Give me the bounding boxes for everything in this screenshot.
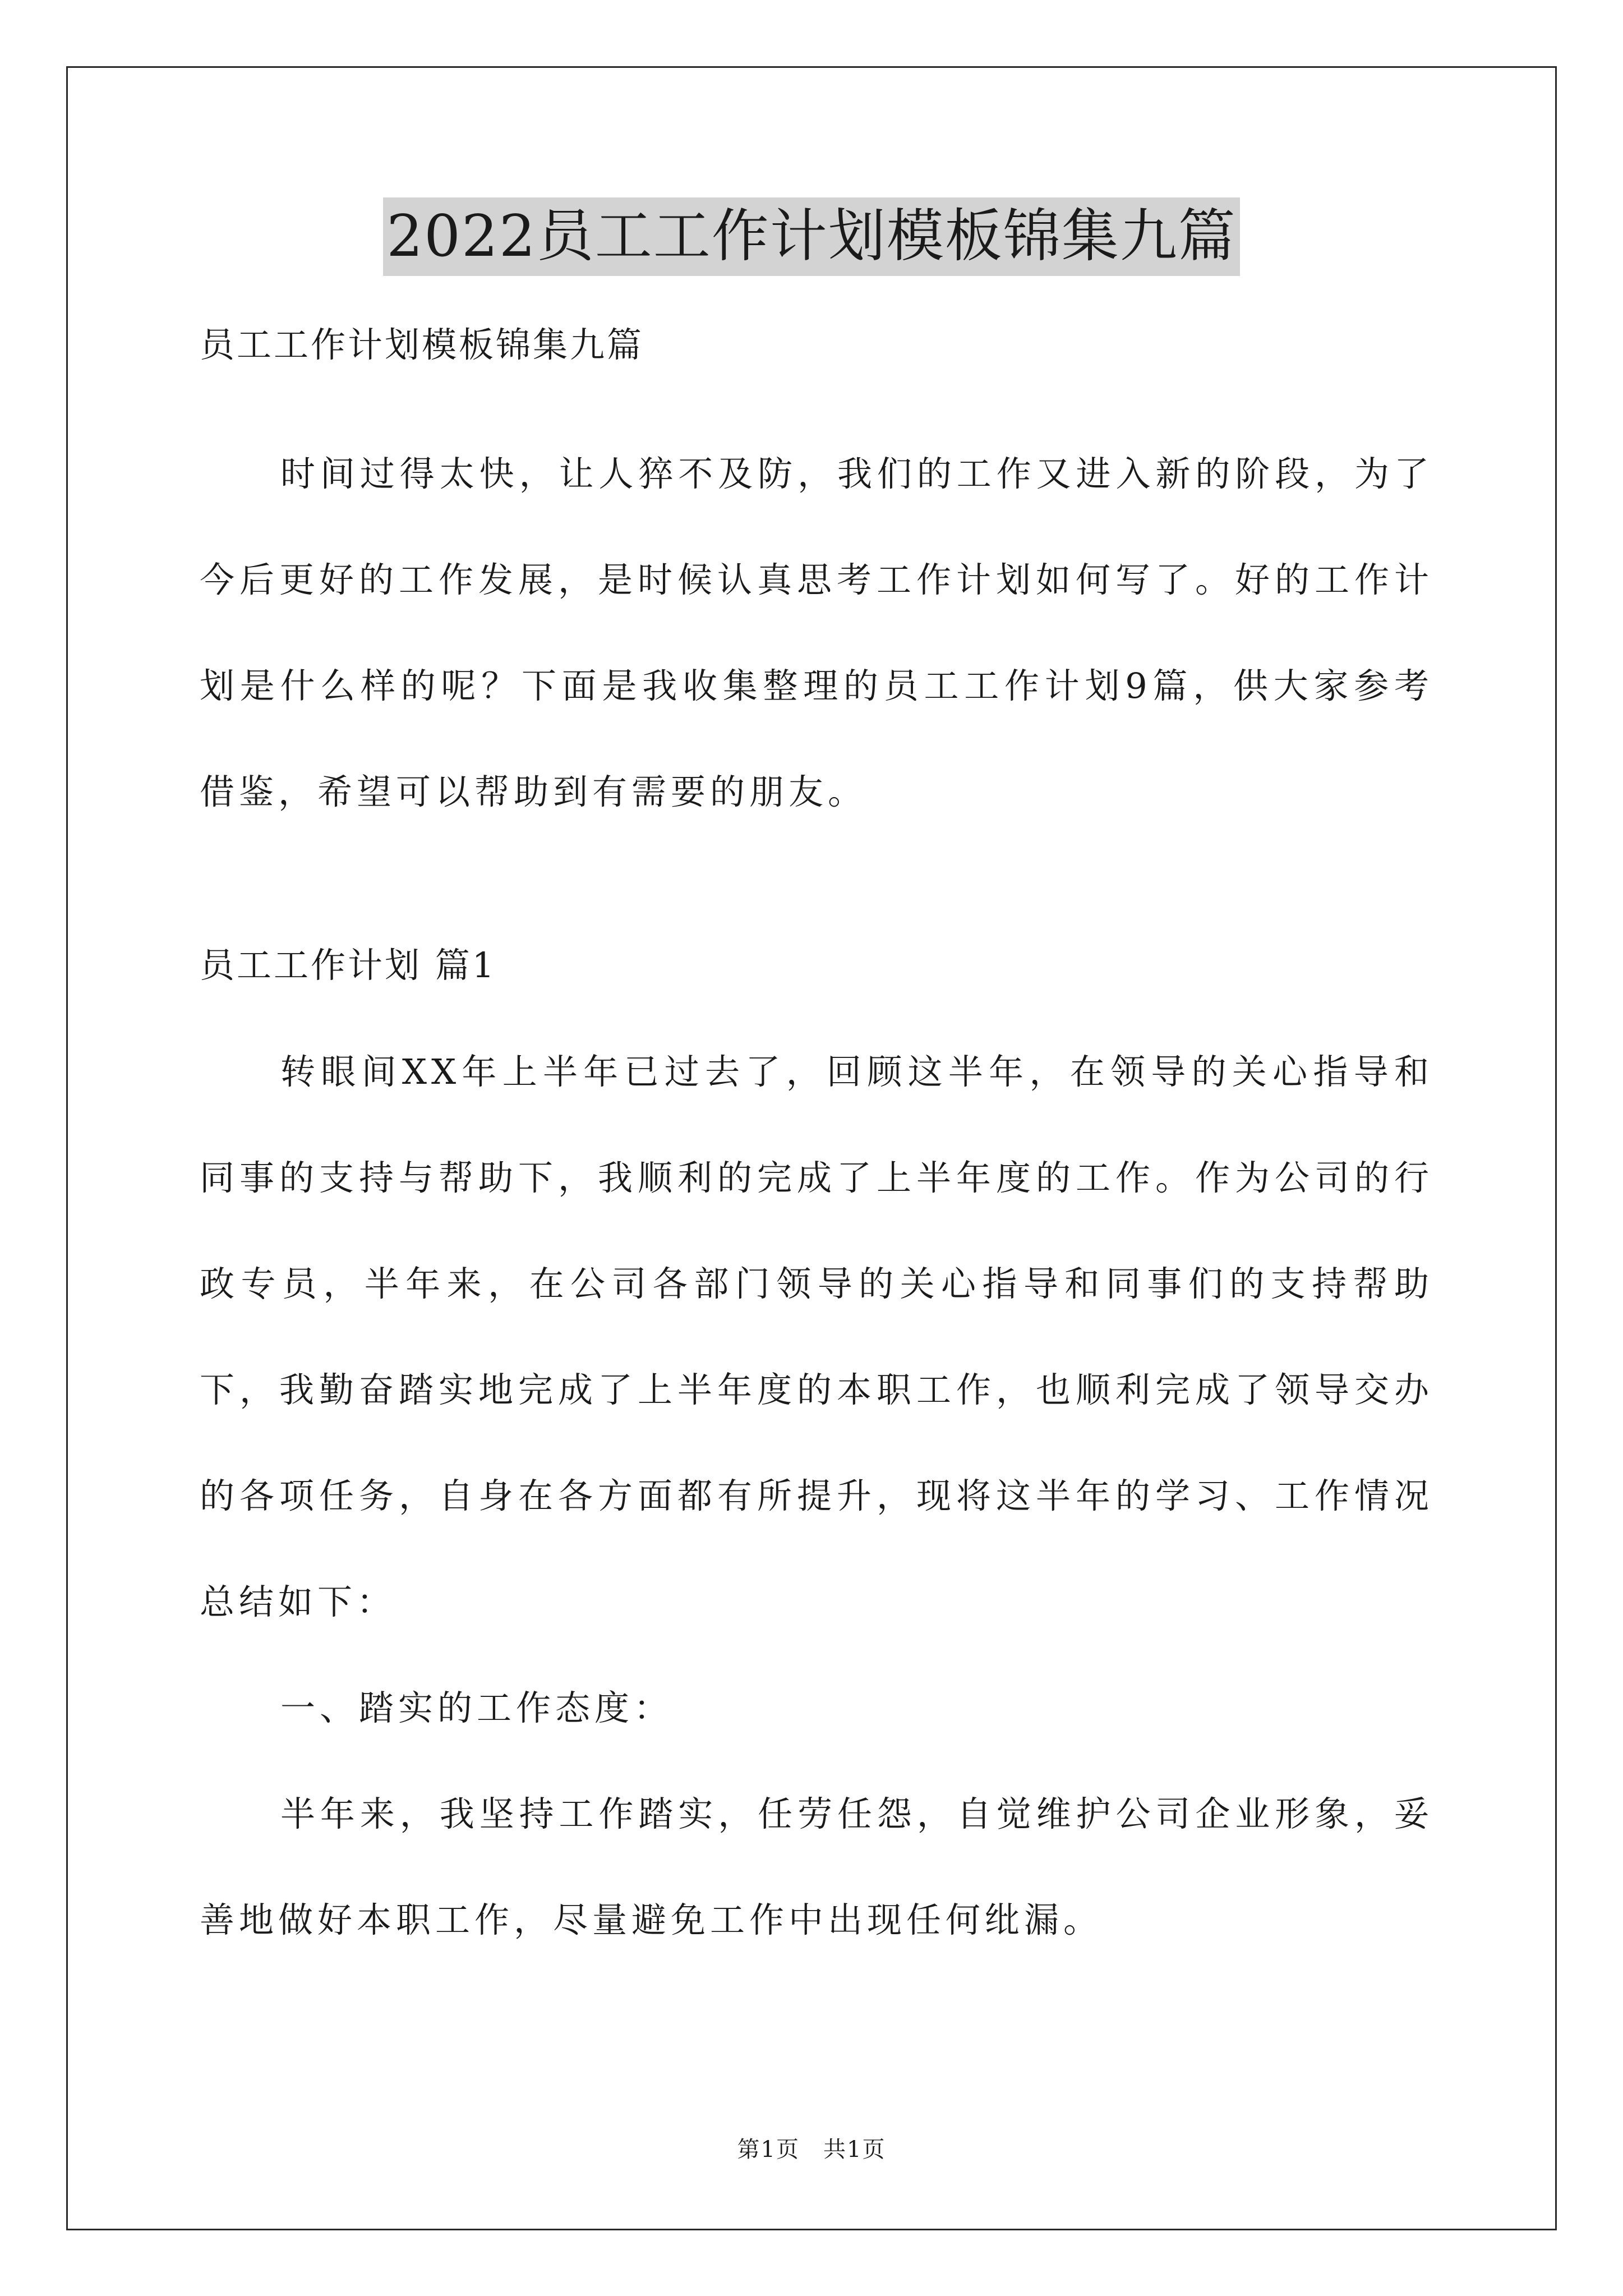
body-paragraph: 转眼间XX年上半年已过去了，回顾这半年，在领导的关心指导和同事的支持与帮助下，我顺利的完成了上半年度的工作。作为公司的行政专员，半年来，在公司各部门领导的关心指导和同事们的支持帮助下，我勤奋踏实地完成了上半年度的本职工作，也顺利完成了领导交办的各项任务，自身在各方面都有所提升，现将这半年的学习、工作情况总结如下： <box>200 1051 1433 1622</box>
title-container <box>0 197 1623 276</box>
document-subtitle: 员工工作计划模板锦集九篇 <box>200 324 644 365</box>
body-paragraph: 半年来，我坚持工作踏实，任劳任怨，自觉维护公司企业形象，妥善地做好本职工作，尽量避免工作中出现任何纰漏。 <box>200 1793 1433 1940</box>
body-subheading: 一、踏实的工作态度： <box>280 1687 674 1728</box>
document-body <box>200 314 1433 1973</box>
section-heading: 员工工作计划 篇1 <box>200 945 497 986</box>
intro-paragraph: 时间过得太快，让人猝不及防，我们的工作又进入新的阶段，为了今后更好的工作发展，是时候认真思考工作计划如何写了。好的工作计划是什么样的呢？下面是我收集整理的员工工作计划9篇，供大家参考借鉴，希望可以帮助到有需要的朋友。 <box>200 453 1433 812</box>
document-title: 2022员工工作计划模板锦集九篇 <box>383 197 1240 276</box>
page-number-footer: 第1页 共1页 <box>737 2137 886 2162</box>
